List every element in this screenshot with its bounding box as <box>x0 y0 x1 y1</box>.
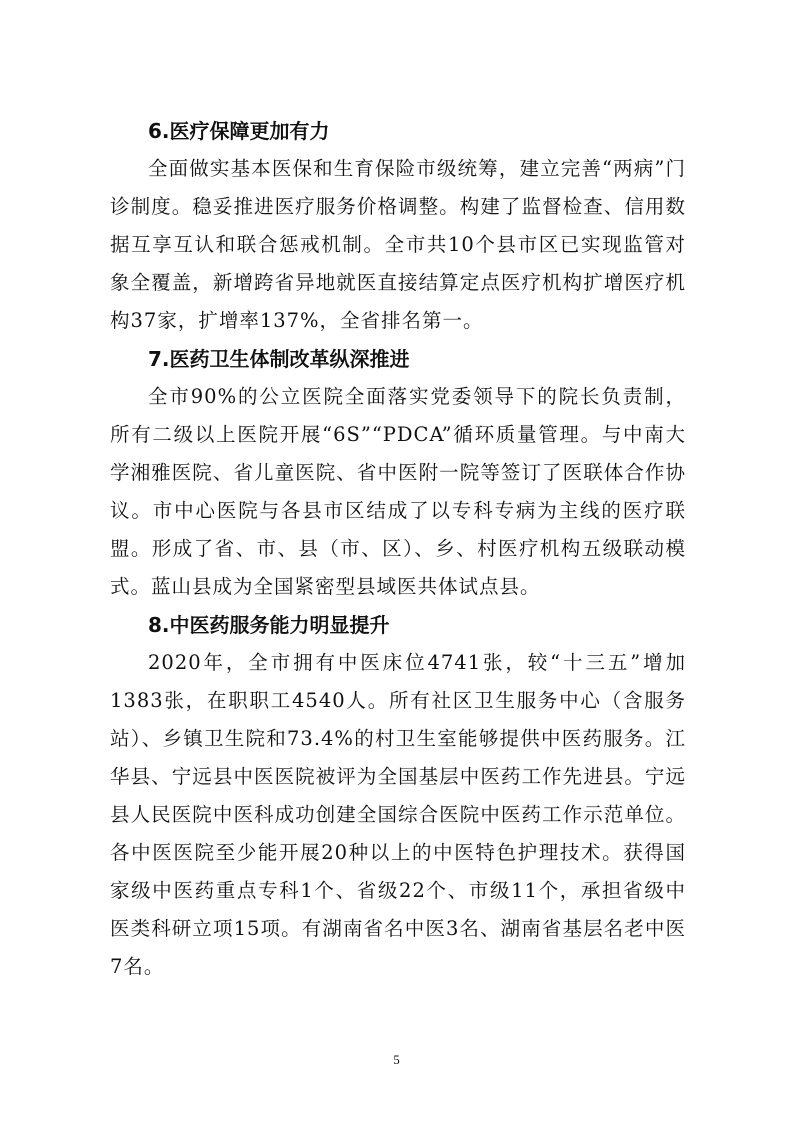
section-paragraph-medical-security: 全面做实基本医保和生育保险市级统筹，建立完善“两病”门诊制度。稳妥推进医疗服务价格调整。构建了监督检查、信用数据互享互认和联合惩戒机制。全市共10个县市区已实现监管对象全覆盖，新增跨省异地就医直接结算定点医疗机构扩增医疗机构37家，扩增率137%，全省排名第一。 <box>110 157 686 332</box>
section-paragraph-health-reform: 全市90%的公立医院全面落实党委领导下的院长负责制，所有二级以上医院开展“6S”“PDCA”循环质量管理。与中南大学湘雅医院、省儿童医院、省中医附一院等签订了医联体合作协议。市中心医院与各县市区结成了以专科专病为主线的医疗联盟。形成了省、市、县（市、区）、乡、村医疗机构五级联动模式。蓝山县成为全国紧密型县域医共体试点县。 <box>110 385 686 598</box>
section-heading-medical-security: 6.医疗保障更加有力 <box>148 119 330 143</box>
section-heading-tcm-services: 8.中医药服务能力明显提升 <box>148 613 390 637</box>
page-number: 5 <box>393 1052 400 1067</box>
section-heading-health-reform: 7.医药卫生体制改革纵深推进 <box>148 347 410 371</box>
section-paragraph-tcm-services: 2020年，全市拥有中医床位4741张，较“十三五”增加1383张，在职职工4540人。所有社区卫生服务中心（含服务站）、乡镇卫生院和73.4%的村卫生室能够提供中医药服务。江华县、宁远县中医医院被评为全国基层中医药工作先进县。宁远县人民医院中医科成功创建全国综合医院中医药工作示范单位。各中医医院至少能开展20种以上的中医特色护理技术。获得国家级中医药重点专科1个、省级22个、市级11个，承担省级中医类科研立项15项。有湖南省名中医3名、湖南省基层名老中医7名。 <box>110 651 686 978</box>
document-body <box>110 112 686 986</box>
